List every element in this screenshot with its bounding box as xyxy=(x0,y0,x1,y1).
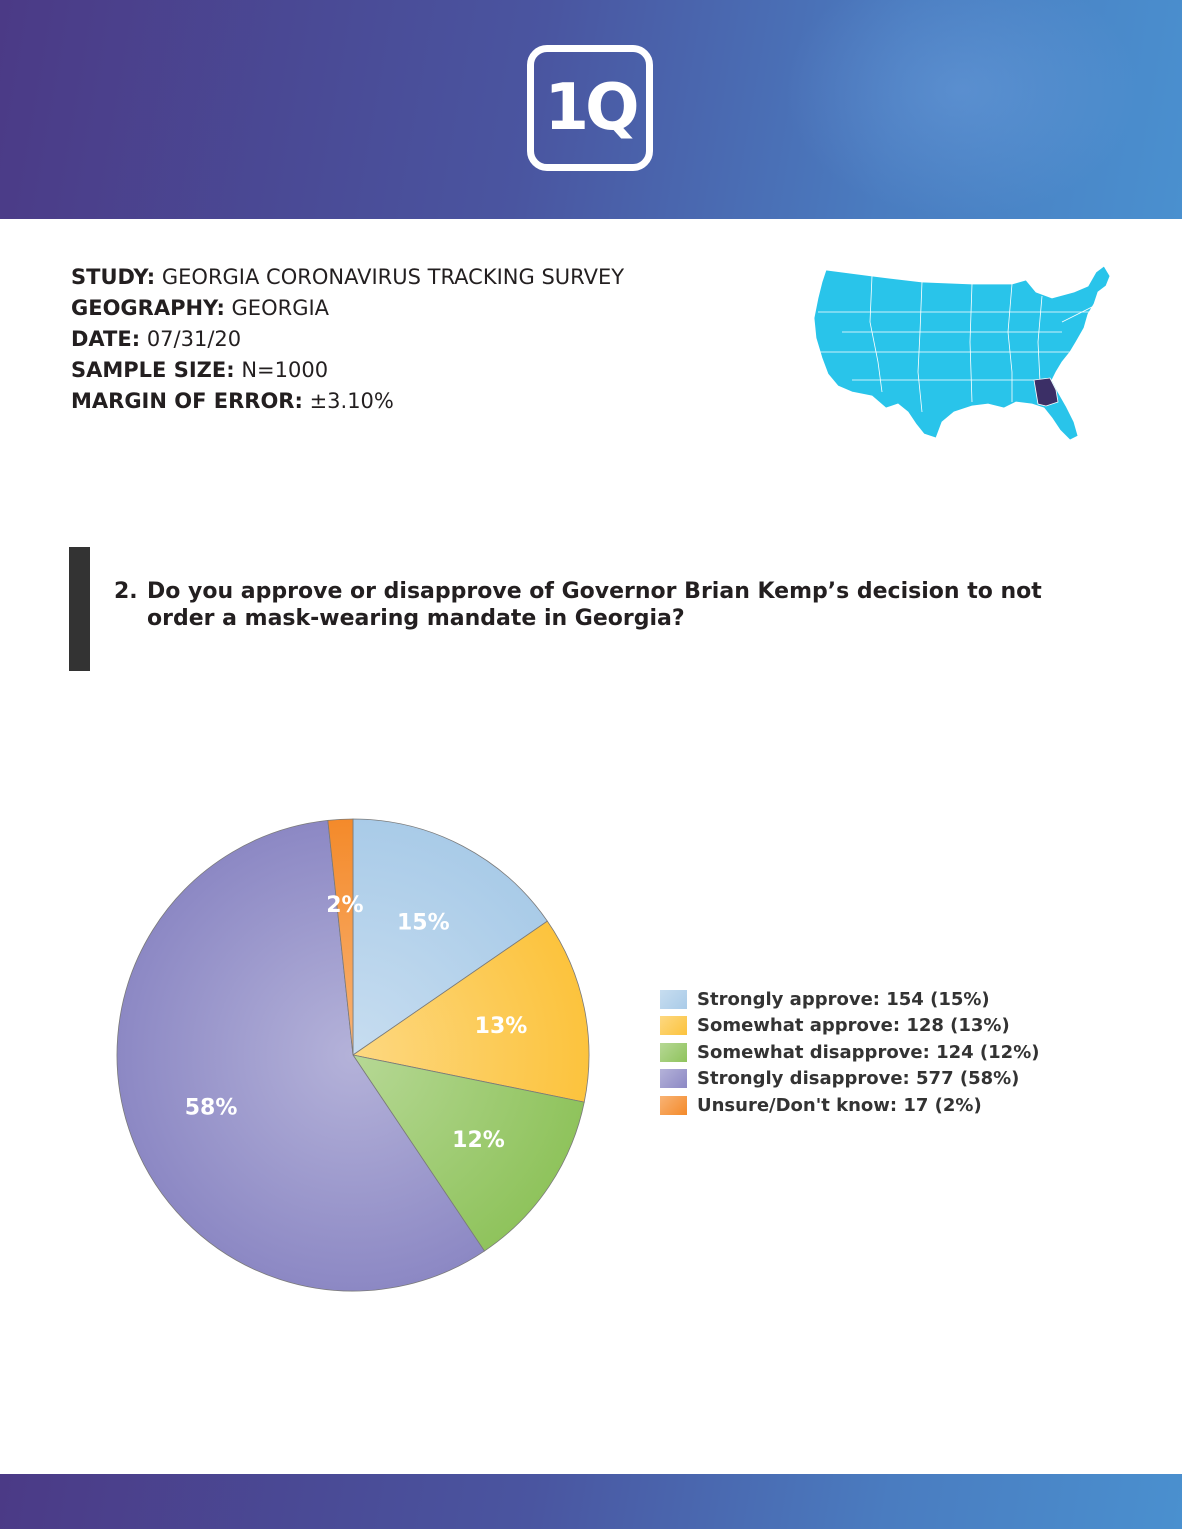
meta-value: GEORGIA xyxy=(231,296,330,320)
legend-item xyxy=(660,1066,1080,1093)
brand-logo xyxy=(527,45,653,171)
legend-swatch xyxy=(660,990,687,1009)
pie-label: 15% xyxy=(396,910,450,936)
us-map-base xyxy=(814,266,1110,440)
logo-text: 1Q xyxy=(544,71,636,145)
legend-item xyxy=(660,1092,1080,1119)
us-map xyxy=(812,262,1114,454)
legend-item xyxy=(660,1039,1080,1066)
pie-label: 12% xyxy=(452,1128,505,1154)
header-glow xyxy=(782,0,1142,219)
question-accent-bar xyxy=(69,547,90,671)
legend-label: Strongly disapprove: 577 (58%) xyxy=(697,1068,1020,1090)
pie-label: 2% xyxy=(326,893,364,919)
header-banner xyxy=(0,0,1182,219)
question-text: Do you approve or disapprove of Governor Brian Kemp’s decision to not order a mask-wearing mandate in Georgia? xyxy=(147,579,1042,631)
meta-row-margin-of-error xyxy=(71,386,771,417)
meta-row-sample-size xyxy=(71,355,771,386)
legend-swatch xyxy=(660,1096,687,1115)
footer-banner xyxy=(0,1474,1182,1529)
legend-label: Strongly approve: 154 (15%) xyxy=(697,988,990,1010)
legend-item xyxy=(660,1013,1080,1040)
meta-key: STUDY: xyxy=(71,265,156,289)
pie-chart xyxy=(100,805,610,1315)
meta-key: SAMPLE SIZE: xyxy=(71,358,235,382)
meta-value: ±3.10% xyxy=(309,389,394,413)
meta-value: 07/31/20 xyxy=(146,327,242,351)
legend-label: Somewhat disapprove: 124 (12%) xyxy=(697,1041,1040,1063)
chart-legend xyxy=(660,986,1080,1119)
legend-swatch xyxy=(660,1043,687,1062)
meta-row-study xyxy=(71,262,771,293)
legend-swatch xyxy=(660,1016,687,1035)
legend-item xyxy=(660,986,1080,1013)
study-metadata xyxy=(71,262,771,417)
pie-label: 13% xyxy=(474,1013,528,1039)
question-number: 2. xyxy=(114,579,138,604)
meta-value: GEORGIA CORONAVIRUS TRACKING SURVEY xyxy=(161,265,625,289)
meta-key: DATE: xyxy=(71,327,141,351)
pie-label: 58% xyxy=(184,1095,238,1121)
legend-label: Somewhat approve: 128 (13%) xyxy=(697,1015,1010,1037)
meta-value: N=1000 xyxy=(241,358,329,382)
georgia-state xyxy=(1034,378,1058,406)
meta-row-date xyxy=(71,324,771,355)
legend-swatch xyxy=(660,1069,687,1088)
legend-label: Unsure/Don't know: 17 (2%) xyxy=(697,1094,982,1116)
question-block xyxy=(114,578,1094,632)
meta-row-geography xyxy=(71,293,771,324)
meta-key: GEOGRAPHY: xyxy=(71,296,225,320)
meta-key: MARGIN OF ERROR: xyxy=(71,389,303,413)
